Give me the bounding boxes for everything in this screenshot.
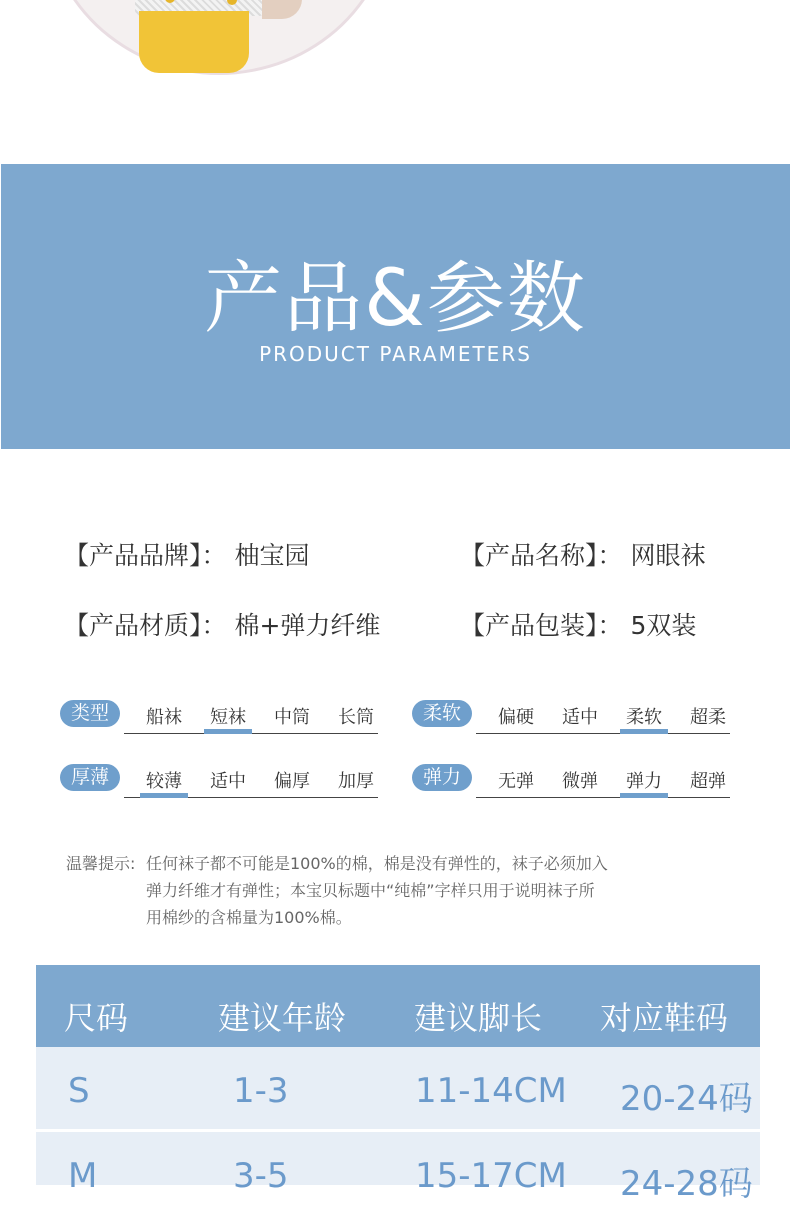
product-photo bbox=[44, 0, 394, 75]
name-label: 【产品名称】： bbox=[460, 541, 623, 570]
option-row-soft bbox=[412, 700, 732, 740]
banner-subtitle: PRODUCT PARAMETERS bbox=[259, 342, 532, 366]
table-row bbox=[36, 1047, 760, 1129]
option-thickness-item: 较薄 bbox=[146, 771, 182, 792]
package-label: 【产品包装】： bbox=[460, 611, 623, 640]
option-soft-label: 柔软 bbox=[412, 700, 472, 727]
option-type-item: 长筒 bbox=[338, 707, 374, 728]
header-shoe-size: 对应鞋码 bbox=[600, 999, 729, 1037]
header-size: 尺码 bbox=[64, 999, 129, 1037]
option-type-item: 船袜 bbox=[146, 707, 182, 728]
option-elastic-item: 微弹 bbox=[562, 771, 598, 792]
cell-shoe-size: 20-24码 bbox=[620, 1079, 753, 1119]
cell-shoe-size: 24-28码 bbox=[620, 1164, 753, 1204]
option-type-item: 短袜 bbox=[210, 707, 246, 728]
option-soft-item: 偏硬 bbox=[498, 707, 534, 728]
sock-cuff-image bbox=[139, 11, 249, 73]
option-row-type bbox=[60, 700, 380, 740]
info-brand bbox=[64, 536, 309, 572]
warm-tip-line: 任何袜子都不可能是100%的棉，棉是没有弹性的，袜子必须加入 bbox=[146, 854, 608, 873]
option-type-item: 中筒 bbox=[274, 707, 310, 728]
warm-tip-label: 温馨提示: bbox=[66, 854, 136, 873]
option-row-thickness bbox=[60, 764, 380, 804]
brand-value: 柚宝园 bbox=[234, 541, 310, 570]
option-type-label: 类型 bbox=[60, 700, 120, 727]
size-table-header bbox=[36, 965, 760, 1047]
option-thickness-item: 适中 bbox=[210, 771, 246, 792]
material-label: 【产品材质】： bbox=[64, 611, 227, 640]
option-thickness-item: 偏厚 bbox=[274, 771, 310, 792]
size-table bbox=[36, 965, 760, 1204]
params-banner bbox=[1, 164, 790, 449]
info-name bbox=[460, 536, 705, 572]
option-soft-item: 适中 bbox=[562, 707, 598, 728]
option-type-selected-marker bbox=[204, 729, 252, 734]
option-elastic-item: 超弹 bbox=[690, 771, 726, 792]
cell-age: 1-3 bbox=[233, 1071, 289, 1111]
ankle-image bbox=[262, 0, 302, 19]
material-value: 棉+弹力纤维 bbox=[234, 611, 381, 640]
option-thickness-label: 厚薄 bbox=[60, 764, 120, 791]
header-age: 建议年龄 bbox=[218, 999, 347, 1037]
cell-size: M bbox=[68, 1156, 98, 1196]
info-package bbox=[460, 606, 696, 642]
option-thickness-selected-marker bbox=[140, 793, 188, 798]
table-row bbox=[36, 1132, 760, 1214]
warm-tip-line: 用棉纱的含棉量为100%棉。 bbox=[146, 908, 352, 927]
header-foot-length: 建议脚长 bbox=[414, 999, 543, 1037]
cell-foot-length: 11-14CM bbox=[415, 1071, 567, 1111]
option-row-elastic bbox=[412, 764, 732, 804]
warm-tip-line: 弹力纤维才有弹性；本宝贝标题中“纯棉”字样只用于说明袜子所 bbox=[146, 881, 595, 900]
option-soft-item: 柔软 bbox=[626, 707, 662, 728]
option-elastic-item: 弹力 bbox=[626, 771, 662, 792]
cell-age: 3-5 bbox=[233, 1156, 289, 1196]
option-elastic-selected-marker bbox=[620, 793, 668, 798]
banner-title: 产品&参数 bbox=[204, 254, 587, 344]
option-soft-item: 超柔 bbox=[690, 707, 726, 728]
warm-tip-body bbox=[146, 850, 646, 931]
cell-foot-length: 15-17CM bbox=[415, 1156, 567, 1196]
brand-label: 【产品品牌】： bbox=[64, 541, 227, 570]
option-elastic-item: 无弹 bbox=[498, 771, 534, 792]
option-divider bbox=[476, 733, 730, 734]
option-thickness-item: 加厚 bbox=[338, 771, 374, 792]
option-divider bbox=[476, 797, 730, 798]
info-material bbox=[64, 606, 380, 642]
option-elastic-label: 弹力 bbox=[412, 764, 472, 791]
cell-size: S bbox=[68, 1071, 90, 1111]
name-value: 网眼袜 bbox=[630, 541, 706, 570]
option-soft-selected-marker bbox=[620, 729, 668, 734]
package-value: 5双装 bbox=[630, 611, 697, 640]
